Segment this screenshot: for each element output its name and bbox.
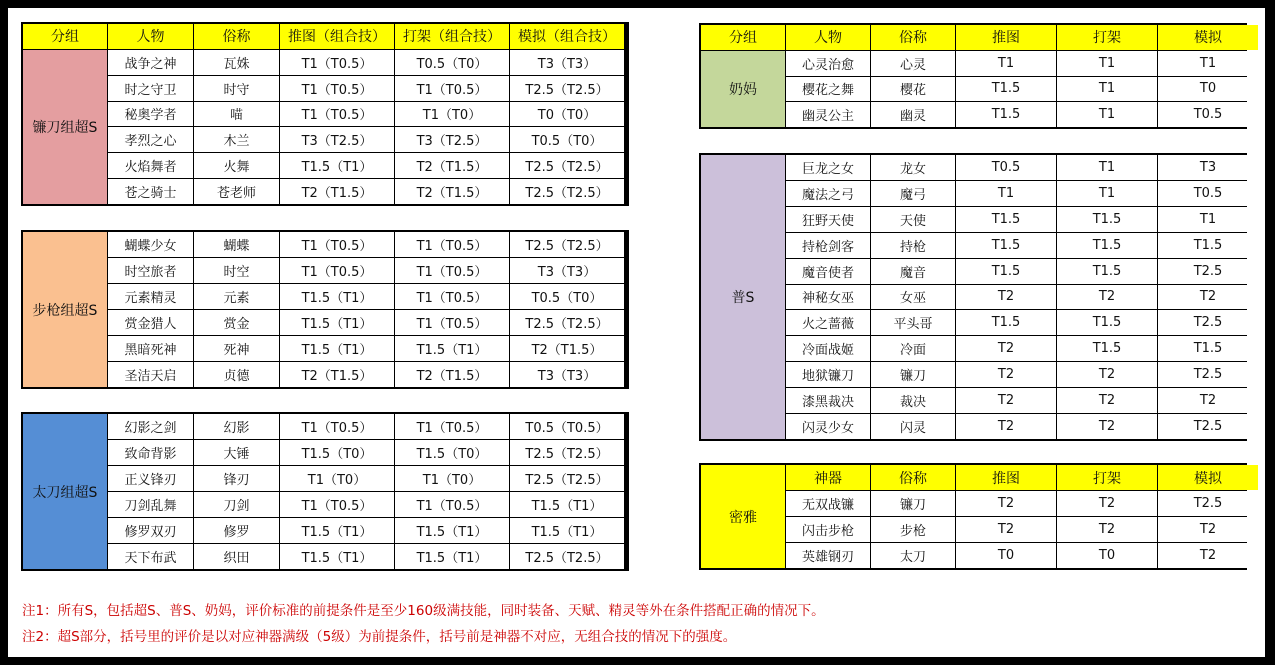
- group-label: 镰刀组超S: [23, 50, 107, 204]
- table-cell: 火舞: [194, 153, 279, 178]
- table-cell: T2: [1057, 517, 1157, 542]
- table-cell: T1.5（T1）: [280, 518, 394, 543]
- group-label: 步枪组超S: [23, 232, 107, 387]
- table-cell: 蝴蝶少女: [108, 232, 193, 257]
- table-cell: 樱花之舞: [786, 77, 870, 102]
- table-cell: T1（T0.5）: [280, 258, 394, 283]
- header-cell: 模拟: [1158, 465, 1258, 490]
- table-cell: T1.5（T1）: [280, 153, 394, 178]
- table-cell: T1（T0.5）: [280, 102, 394, 127]
- header-cell: 分组: [701, 25, 785, 50]
- table-blade-group: [21, 412, 629, 571]
- table-cell: T2.5（T2.5）: [510, 544, 624, 569]
- table-cell: T0: [1158, 77, 1258, 102]
- table-cell: 巨龙之女: [786, 155, 870, 180]
- table-cell: T1.5: [1158, 336, 1258, 361]
- table-cell: T2: [956, 388, 1056, 413]
- table-cell: T2（T1.5）: [395, 179, 509, 204]
- table-cell: 镰刀: [871, 491, 955, 516]
- header-cell: 打架（组合技）: [395, 24, 509, 49]
- table-cell: 魔弓: [871, 181, 955, 206]
- note-1: 注1：所有S，包括超S、普S、奶妈，评价标准的前提条件是至少160级满技能，同时装备、天赋、精灵等外在条件搭配正确的情况下。: [22, 603, 825, 619]
- table-cell: T1（T0.5）: [280, 76, 394, 101]
- table-cell: T1.5: [1158, 233, 1258, 258]
- table-cell: 火之蔷薇: [786, 310, 870, 335]
- table-cell: T2（T1.5）: [510, 336, 624, 361]
- table-cell: T1（T0.5）: [280, 492, 394, 517]
- table-cell: T2: [1057, 388, 1157, 413]
- table-cell: T2: [1057, 362, 1157, 387]
- table-artifact-group: [699, 463, 1247, 570]
- table-cell: 时守: [194, 76, 279, 101]
- table-cell: T1（T0.5）: [395, 258, 509, 283]
- table-cell: 元素: [194, 284, 279, 309]
- table-cell: T1.5: [1057, 310, 1157, 335]
- table-cell: T0.5（T0）: [510, 127, 624, 152]
- table-cell: 战争之神: [108, 50, 193, 75]
- table-cell: T0.5（T0）: [510, 284, 624, 309]
- table-cell: 致命背影: [108, 440, 193, 465]
- group-label: 奶妈: [701, 51, 785, 127]
- table-cell: T2: [956, 491, 1056, 516]
- header-cell: 推图: [956, 25, 1056, 50]
- header-cell: 俗称: [871, 25, 955, 50]
- group-label: 普S: [701, 155, 785, 439]
- table-cell: 时之守卫: [108, 76, 193, 101]
- table-cell: 镰刀: [871, 362, 955, 387]
- table-cell: T2: [1158, 517, 1258, 542]
- table-cell: T1（T0.5）: [395, 76, 509, 101]
- table-cell: T1: [956, 51, 1056, 76]
- table-cell: T2.5: [1158, 259, 1258, 284]
- table-cell: 魔音使者: [786, 259, 870, 284]
- table-cell: 贞德: [194, 362, 279, 387]
- table-cell: T1.5: [1057, 233, 1157, 258]
- table-cell: T1.5: [956, 310, 1056, 335]
- table-cell: T1.5: [1057, 259, 1157, 284]
- table-cell: T2: [1057, 285, 1157, 310]
- table-cell: 狂野天使: [786, 207, 870, 232]
- table-cell: 地狱镰刀: [786, 362, 870, 387]
- table-cell: T2.5（T2.5）: [510, 466, 624, 491]
- table-cell: 冷面: [871, 336, 955, 361]
- header-cell: 推图: [956, 465, 1056, 490]
- table-cell: T0: [1057, 543, 1157, 568]
- table-cell: T3（T3）: [510, 50, 624, 75]
- table-cell: T3（T3）: [510, 258, 624, 283]
- table-cell: T1.5: [956, 102, 1056, 127]
- table-cell: T1（T0）: [280, 466, 394, 491]
- table-cell: T1（T0.5）: [280, 232, 394, 257]
- table-cell: T1（T0.5）: [280, 50, 394, 75]
- table-cell: T1.5（T1）: [280, 544, 394, 569]
- table-cell: 赏金: [194, 310, 279, 335]
- table-cell: T2.5（T2.5）: [510, 310, 624, 335]
- table-cell: T1.5: [1057, 336, 1157, 361]
- table-cell: 神秘女巫: [786, 285, 870, 310]
- table-cell: T0.5: [1158, 102, 1258, 127]
- header-cell: 模拟: [1158, 25, 1258, 50]
- table-cell: T1.5（T1）: [395, 336, 509, 361]
- table-cell: 天使: [871, 207, 955, 232]
- table-cell: 幽灵: [871, 102, 955, 127]
- table-cell: 修罗双刃: [108, 518, 193, 543]
- table-healer-group: [699, 23, 1247, 129]
- table-cell: T3: [1158, 155, 1258, 180]
- table-cell: 瓦姝: [194, 50, 279, 75]
- table-cell: T1.5（T1）: [280, 310, 394, 335]
- table-cell: 刀剑: [194, 492, 279, 517]
- table-cell: 持枪剑客: [786, 233, 870, 258]
- table-cell: T0.5（T0）: [395, 50, 509, 75]
- table-cell: T1.5: [1057, 207, 1157, 232]
- header-cell: 分组: [23, 24, 107, 49]
- table-sickle-group: [21, 22, 629, 206]
- table-cell: T1: [1158, 51, 1258, 76]
- table-cell: T2.5（T2.5）: [510, 179, 624, 204]
- table-cell: T1: [1057, 51, 1157, 76]
- table-cell: 心灵治愈: [786, 51, 870, 76]
- table-spear-group: [21, 230, 629, 389]
- table-cell: T1（T0.5）: [395, 492, 509, 517]
- table-cell: T1.5（T1）: [395, 518, 509, 543]
- table-cell: T0.5（T0.5）: [510, 414, 624, 439]
- table-cell: 赏金猎人: [108, 310, 193, 335]
- table-cell: T2: [1158, 543, 1258, 568]
- table-cell: T0.5: [956, 155, 1056, 180]
- table-cell: T1（T0）: [395, 466, 509, 491]
- table-cell: T2: [1158, 388, 1258, 413]
- table-cell: T1.5（T0）: [395, 440, 509, 465]
- table-cell: T2: [956, 336, 1056, 361]
- table-cell: T2: [956, 517, 1056, 542]
- table-cell: 闪灵少女: [786, 414, 870, 439]
- table-cell: 闪击步枪: [786, 517, 870, 542]
- table-cell: 心灵: [871, 51, 955, 76]
- table-cell: 锋刃: [194, 466, 279, 491]
- table-cell: 幻影: [194, 414, 279, 439]
- header-cell: 俗称: [871, 465, 955, 490]
- table-cell: T0（T0）: [510, 102, 624, 127]
- table-cell: 裁决: [871, 388, 955, 413]
- table-cell: T2: [1057, 491, 1157, 516]
- table-cell: 死神: [194, 336, 279, 361]
- table-cell: T1: [1057, 77, 1157, 102]
- note-2: 注2：超S部分，括号里的评价是以对应神器满级（5级）为前提条件，括号前是神器不对应，无组合技的情况下的强度。: [22, 629, 737, 645]
- table-cell: 幽灵公主: [786, 102, 870, 127]
- table-cell: T1: [1057, 155, 1157, 180]
- table-cell: T1（T0.5）: [395, 310, 509, 335]
- table-cell: T0.5: [1158, 181, 1258, 206]
- table-cell: T2: [1057, 414, 1157, 439]
- table-cell: 孝烈之心: [108, 127, 193, 152]
- table-cell: 步枪: [871, 517, 955, 542]
- table-cell: 持枪: [871, 233, 955, 258]
- table-cell: 樱花: [871, 77, 955, 102]
- table-cell: 平头哥: [871, 310, 955, 335]
- table-cell: T2: [956, 414, 1056, 439]
- table-cell: 女巫: [871, 285, 955, 310]
- group-label: 太刀组超S: [23, 414, 107, 569]
- table-cell: T1.5: [956, 233, 1056, 258]
- table-cell: T2.5: [1158, 414, 1258, 439]
- table-cell: T3（T2.5）: [395, 127, 509, 152]
- table-cell: T0: [956, 543, 1056, 568]
- table-cell: T1.5（T1）: [395, 544, 509, 569]
- table-cell: T1: [1057, 102, 1157, 127]
- table-cell: 时空: [194, 258, 279, 283]
- table-cell: 冷面战姬: [786, 336, 870, 361]
- header-cell: 人物: [786, 25, 870, 50]
- table-cell: 英雄钢刃: [786, 543, 870, 568]
- table-cell: 闪灵: [871, 414, 955, 439]
- table-cell: T1.5: [956, 77, 1056, 102]
- table-cell: 黑暗死神: [108, 336, 193, 361]
- table-cell: T1.5: [956, 207, 1056, 232]
- group-label: 密雅: [701, 465, 785, 568]
- table-cell: T1.5（T1）: [280, 336, 394, 361]
- table-cell: 刀剑乱舞: [108, 492, 193, 517]
- table-cell: T2: [956, 285, 1056, 310]
- table-cell: T2（T1.5）: [395, 362, 509, 387]
- header-cell: 推图（组合技）: [280, 24, 394, 49]
- table-cell: 圣洁天启: [108, 362, 193, 387]
- table-cell: T1（T0.5）: [395, 284, 509, 309]
- table-cell: T1（T0.5）: [280, 414, 394, 439]
- table-cell: 元素精灵: [108, 284, 193, 309]
- table-cell: 火焰舞者: [108, 153, 193, 178]
- header-cell: 人物: [108, 24, 193, 49]
- table-cell: T1（T0）: [395, 102, 509, 127]
- table-cell: T1.5（T1）: [280, 284, 394, 309]
- table-cell: T2（T1.5）: [280, 362, 394, 387]
- table-cell: 蝴蝶: [194, 232, 279, 257]
- table-cell: T2.5（T2.5）: [510, 153, 624, 178]
- table-cell: T2.5: [1158, 491, 1258, 516]
- notes: [22, 598, 825, 650]
- table-cell: T2.5: [1158, 310, 1258, 335]
- table-cell: T1.5（T1）: [510, 518, 624, 543]
- header-cell: 俗称: [194, 24, 279, 49]
- table-cell: T1: [956, 181, 1056, 206]
- table-cell: 秘奥学者: [108, 102, 193, 127]
- table-normal-group: [699, 153, 1247, 441]
- table-cell: 大锤: [194, 440, 279, 465]
- table-cell: T1.5（T1）: [510, 492, 624, 517]
- table-cell: 苍之骑士: [108, 179, 193, 204]
- header-cell: 模拟（组合技）: [510, 24, 624, 49]
- table-cell: 幻影之剑: [108, 414, 193, 439]
- table-cell: T2: [1158, 285, 1258, 310]
- table-cell: T2（T1.5）: [280, 179, 394, 204]
- table-cell: T1（T0.5）: [395, 414, 509, 439]
- table-cell: 太刀: [871, 543, 955, 568]
- table-cell: 时空旅者: [108, 258, 193, 283]
- table-cell: 织田: [194, 544, 279, 569]
- table-cell: T3（T2.5）: [280, 127, 394, 152]
- table-cell: 苍老师: [194, 179, 279, 204]
- table-cell: T3（T3）: [510, 362, 624, 387]
- table-cell: T2: [956, 362, 1056, 387]
- table-cell: T2.5（T2.5）: [510, 232, 624, 257]
- table-cell: T2.5（T2.5）: [510, 440, 624, 465]
- table-cell: T1.5: [956, 259, 1056, 284]
- table-cell: 喵: [194, 102, 279, 127]
- table-cell: 龙女: [871, 155, 955, 180]
- table-cell: 漆黑裁决: [786, 388, 870, 413]
- table-cell: 无双战镰: [786, 491, 870, 516]
- table-cell: 天下布武: [108, 544, 193, 569]
- table-cell: 修罗: [194, 518, 279, 543]
- table-cell: 木兰: [194, 127, 279, 152]
- header-cell: 神器: [786, 465, 870, 490]
- table-cell: 正义锋刃: [108, 466, 193, 491]
- table-cell: 魔法之弓: [786, 181, 870, 206]
- table-cell: 魔音: [871, 259, 955, 284]
- table-cell: T1: [1158, 207, 1258, 232]
- header-cell: 打架: [1057, 465, 1157, 490]
- sheet: [8, 8, 1265, 657]
- table-cell: T2.5（T2.5）: [510, 76, 624, 101]
- header-cell: 打架: [1057, 25, 1157, 50]
- table-cell: T1（T0.5）: [395, 232, 509, 257]
- table-cell: T1.5（T0）: [280, 440, 394, 465]
- table-cell: T1: [1057, 181, 1157, 206]
- table-cell: T2.5: [1158, 362, 1258, 387]
- table-cell: T2（T1.5）: [395, 153, 509, 178]
